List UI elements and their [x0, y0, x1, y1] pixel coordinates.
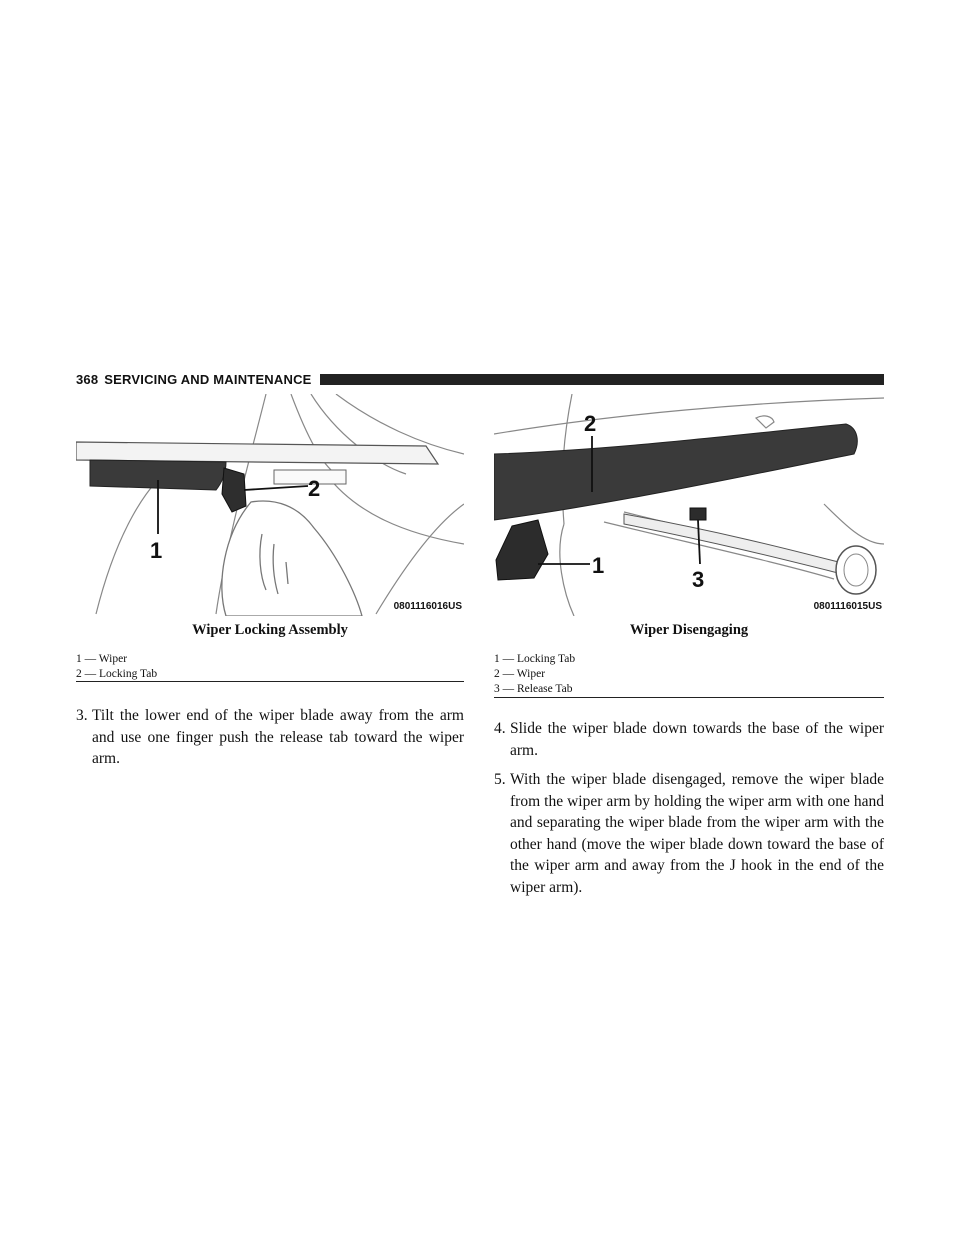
step-number: 5. — [494, 771, 506, 788]
legend-item: 1 — Locking Tab — [494, 653, 576, 665]
wiper-disengaging-illustration — [494, 394, 884, 616]
step-number: 4. — [494, 720, 506, 737]
step-5 — [494, 769, 884, 898]
callout-1: 1 — [592, 553, 605, 578]
figure-wiper-locking-assembly — [76, 394, 464, 616]
figure-legend-left — [76, 652, 464, 682]
figure-image-code: 0801116016US — [393, 601, 462, 612]
legend-item: 1 — Wiper — [76, 653, 128, 665]
figure-legend-right — [494, 652, 884, 697]
step-3 — [76, 705, 464, 770]
callout-1: 1 — [150, 538, 163, 563]
step-text: Slide the wiper blade down towards the base of the wiper arm. — [510, 720, 884, 759]
callout-2: 2 — [308, 476, 321, 501]
section-title: SERVICING AND MAINTENANCE — [104, 371, 312, 387]
legend-rule-left — [76, 681, 464, 682]
legend-rule-right — [494, 697, 884, 698]
step-text: Tilt the lower end of the wiper blade away from the arm and use one finger push the release tab toward the wiper arm. — [92, 707, 464, 767]
wiper-locking-illustration — [76, 394, 464, 616]
step-text: With the wiper blade disengaged, remove the wiper blade from the wiper arm by holding the wiper arm with one hand and separating the wiper blade from the wiper arm with the other hand (move the wiper blade down toward the base of the wiper arm and away from the J hook in the end of the wiper arm). — [510, 771, 884, 896]
legend-item: 2 — Wiper — [494, 668, 546, 680]
figure-caption-right: Wiper Disengaging — [629, 622, 749, 638]
page-number: 368 — [76, 371, 99, 387]
legend-item: 3 — Release Tab — [494, 683, 573, 695]
figure-caption-left: Wiper Locking Assembly — [192, 622, 348, 638]
step-number: 3. — [76, 707, 88, 724]
step-4 — [494, 718, 884, 761]
figure-image-code: 0801116015US — [813, 601, 882, 612]
callout-3: 3 — [692, 567, 705, 592]
callout-2: 2 — [584, 411, 597, 436]
page-header — [76, 371, 884, 387]
figure-wiper-disengaging — [494, 394, 884, 616]
legend-item: 2 — Locking Tab — [76, 668, 158, 680]
header-rule — [320, 374, 884, 385]
